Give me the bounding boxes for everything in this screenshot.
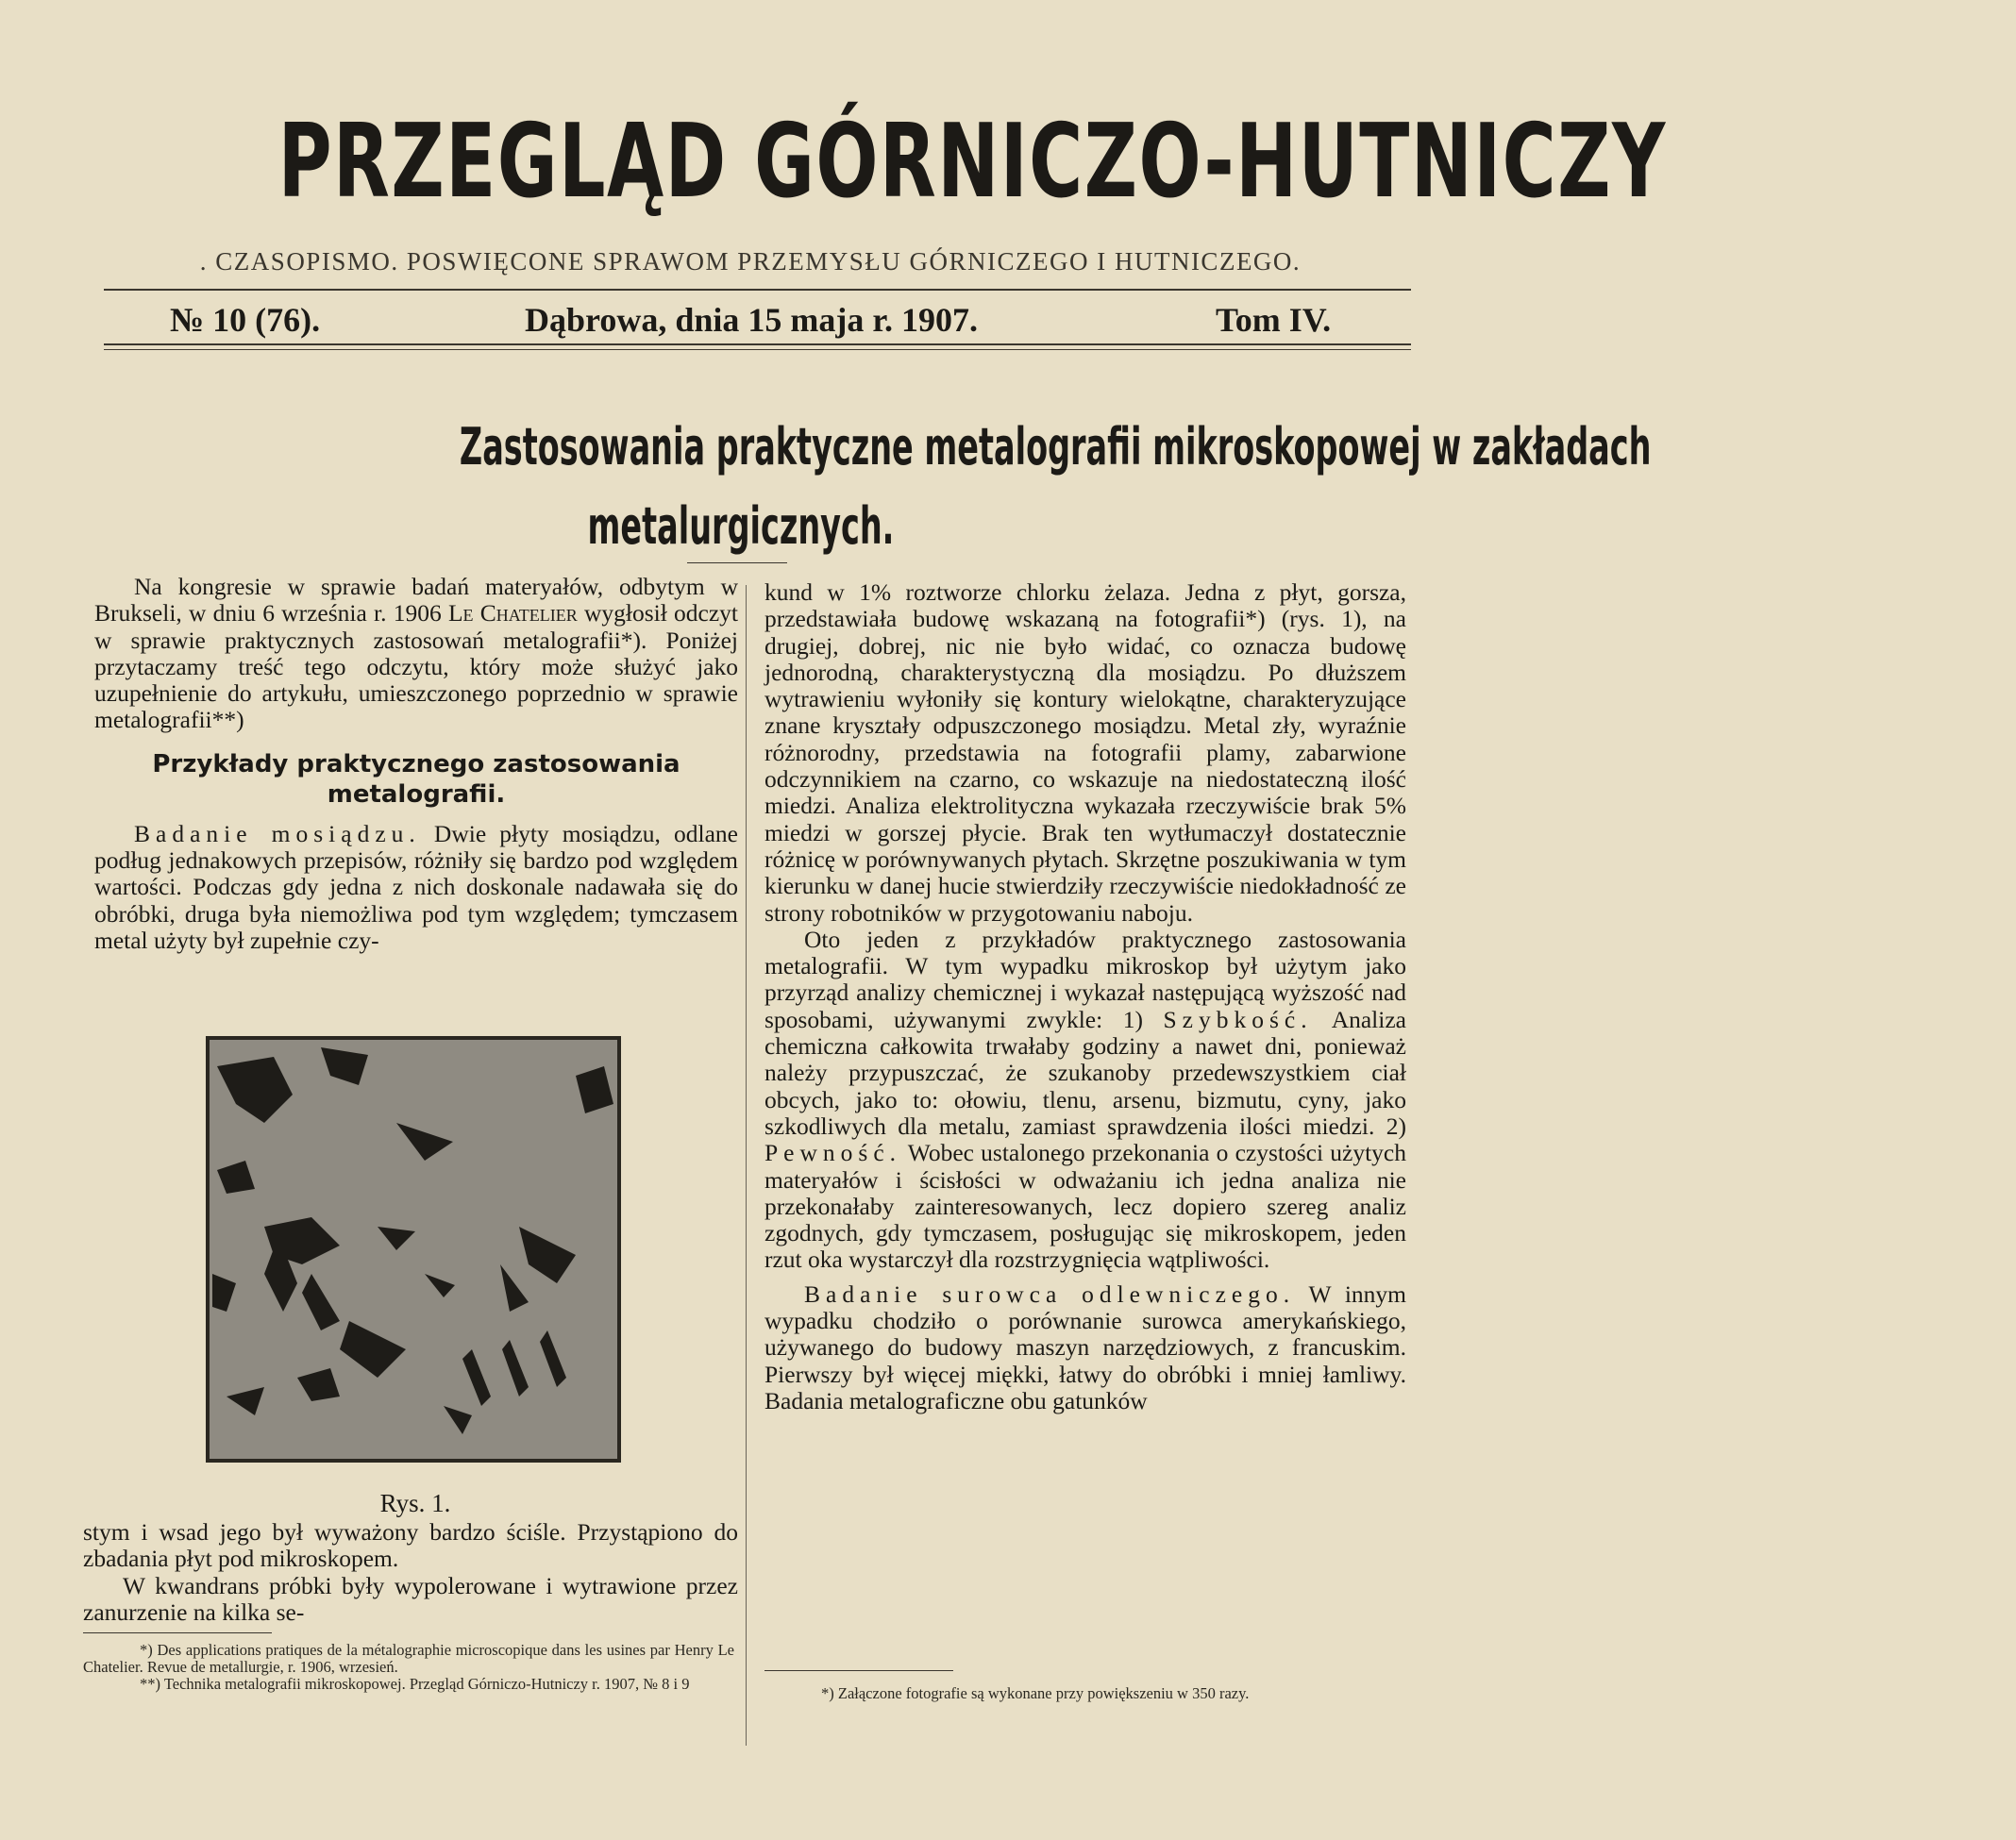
masthead-title: PRZEGLĄD GÓRNICZO-HUTNICZY (277, 103, 1667, 221)
masthead-subtitle: . CZASOPISMO. POSWIĘCONE SPRAWOM PRZEMYSŁU GÓRNICZEGO I HUTNICZEGO. (199, 247, 1302, 276)
footnote-rule-right (764, 1670, 953, 1671)
right-paragraph-1: kund w 1% roztworze chlorku żelaza. Jedna z płyt, gorsza, przedstawiała budowę wskazaną na fotografii*) (rys. 1), na drugiej, dobrej, nic nie było widać, co oznacza budowę jednorodną, charakterystyczną dla mosiądzu. Po dłuższem wytrawieniu wyłoniły się kontury wielokątne, charakteryzujące znane kryształy odpuszczonego mosiądzu. Metal zły, wyraźnie różnorodny, przedstawia na fotografii plamy, zabarwione odczynnikiem na czarno, co wskazuje na niedostateczną ilość miedzi. Analiza elektrolityczna wykazała rzeczywiście brak 5% miedzi w gorszej płycie. Brak ten wytłumaczył dostatecznie różnicę w porównywanych płytach. Skrzętne poszukiwania w tym kierunku w danej hucie stwierdziły rzeczywiście niedokładność ze strony robotników w przygotowaniu naboju. (764, 578, 1406, 927)
volume-number: Tom IV. (1216, 301, 1332, 339)
brass-paragraph (94, 821, 738, 954)
right-paragraph-2 (764, 927, 1406, 1274)
footnote-right: *) Załączone fotografie są wykonane przy powiększeniu w 350 razy. (821, 1684, 1250, 1702)
right-column (764, 579, 1406, 1414)
micrograph-figure (208, 1038, 619, 1461)
speed-heading: Szybkość. (1163, 1005, 1313, 1033)
intro-paragraph (94, 574, 738, 734)
section-heading: Przykłady praktycznego zastosowania metalografii. (152, 749, 680, 809)
right-p2-text-a: Oto jeden z przykładów praktycznego zastosowania metalografii. W tym wypadku mikroskop był użytym jako przyrząd analizy chemicznej i wykazał następującą wyższość nad sposobami, używanymi zwykle: 1) (764, 925, 1406, 1033)
brass-heading: Badanie mosiądzu. (134, 819, 421, 847)
polishing-paragraph: W kwandrans próbki były wypolerowane i wytrawione przez zanurzenie na kilka se- (83, 1571, 738, 1626)
intro-text-a: Na kongresie w sprawie badań materyałów, odbytym w Brukseli, w dniu 6 września r. 1906 (94, 573, 738, 627)
issue-date: Dąbrowa, dnia 15 maja r. 1907. (525, 301, 979, 339)
footnote-1: *) Des applications pratiques de la métalographie microscopique dans les usines par Henry Le Chatelier. Revue de metallurgie, r. 1906, wrzesień. (83, 1641, 734, 1676)
left-continuation-paragraph: stym i wsad jego był wyważony bardzo ściśle. Przystąpiono do zbadania płyt pod mikroskopem. (83, 1518, 738, 1573)
header-rule-bottom-1 (104, 343, 1411, 345)
intro-text-b: wygłosił odczyt w sprawie praktycznych zastosowań metalografii*). Poniżej przytaczamy treść tego odczytu, który może służyć jako uzupełnienie do artykułu, umieszczonego poprzednio w sprawie metalografii**) (94, 599, 739, 734)
article-title (94, 408, 1652, 566)
cast-iron-heading: Badanie surowca odlewniczego. (804, 1280, 1296, 1308)
micrograph-image (208, 1038, 619, 1461)
footnote-rule-left (83, 1632, 272, 1633)
right-p2-text-b: Analiza chemiczna całkowita trwałaby godziny a nawet dni, ponieważ należy przypuszczać, że szukanoby przedewszystkiem ciał obcych, jako to: ołowiu, tlenu, arsenu, bizmutu, cyny, jako szkodliwych dla metalu, zamiast sprawdzenia ilości miedzi. 2) (764, 1005, 1406, 1140)
header-rule-top (104, 289, 1411, 291)
right-p2-text-c: Wobec ustalonego przekonania o czystości użytych materyałów i ścisłości w odważaniu ich jedna analiza nie przekonałaby zainteresowanych, lecz dopiero szereg analiz zgodnych, gdy tymczasem, posługując się mikroskopem, jeden rzut oka wystarczył dla rozstrzygnięcia wątpliwości. (764, 1139, 1406, 1274)
cast-iron-text: W innym wypadku chodziło o porównanie surowca amerykańskiego, używanego do budowy maszyn narzędziowych, z francuskim. Pierwszy był więcej miękki, łatwy do obróbki i mniej łamliwy. Badania metalograficzne obu gatunków (764, 1280, 1407, 1414)
title-separator (687, 562, 787, 563)
figure-caption: Rys. 1. (379, 1489, 451, 1517)
article-title-line-2: metalurgicznych. (587, 496, 895, 556)
right-paragraph-3 (764, 1281, 1406, 1414)
header-rule-bottom-2 (104, 349, 1411, 350)
issue-number: № 10 (76). (170, 301, 321, 339)
left-column-top (94, 574, 738, 954)
brass-text: Dwie płyty mosiądzu, odlane podług jednakowych przepisów, różniły się bardzo pod względem wartości. Podczas gdy jedna z nich doskonale nadawała się do obróbki, druga była niemożliwa pod tym względem; tymczasem metal użyty był zupełnie czy- (94, 819, 738, 954)
footnote-2: **) Technika metalografii mikroskopowej. Przegląd Górniczo-Hutniczy r. 1907, № 8 i 9 (140, 1675, 690, 1693)
certainty-heading: Pewność. (764, 1139, 902, 1167)
author-name: Le Chatelier (447, 599, 578, 627)
article-title-line-1: Zastosowania praktyczne metalografii mikroskopowej w zakładach (459, 417, 1652, 477)
footnotes-left (83, 1642, 734, 1693)
column-divider (746, 585, 747, 1746)
footnotes-right (764, 1685, 1406, 1702)
left-column-bottom (83, 1519, 738, 1626)
